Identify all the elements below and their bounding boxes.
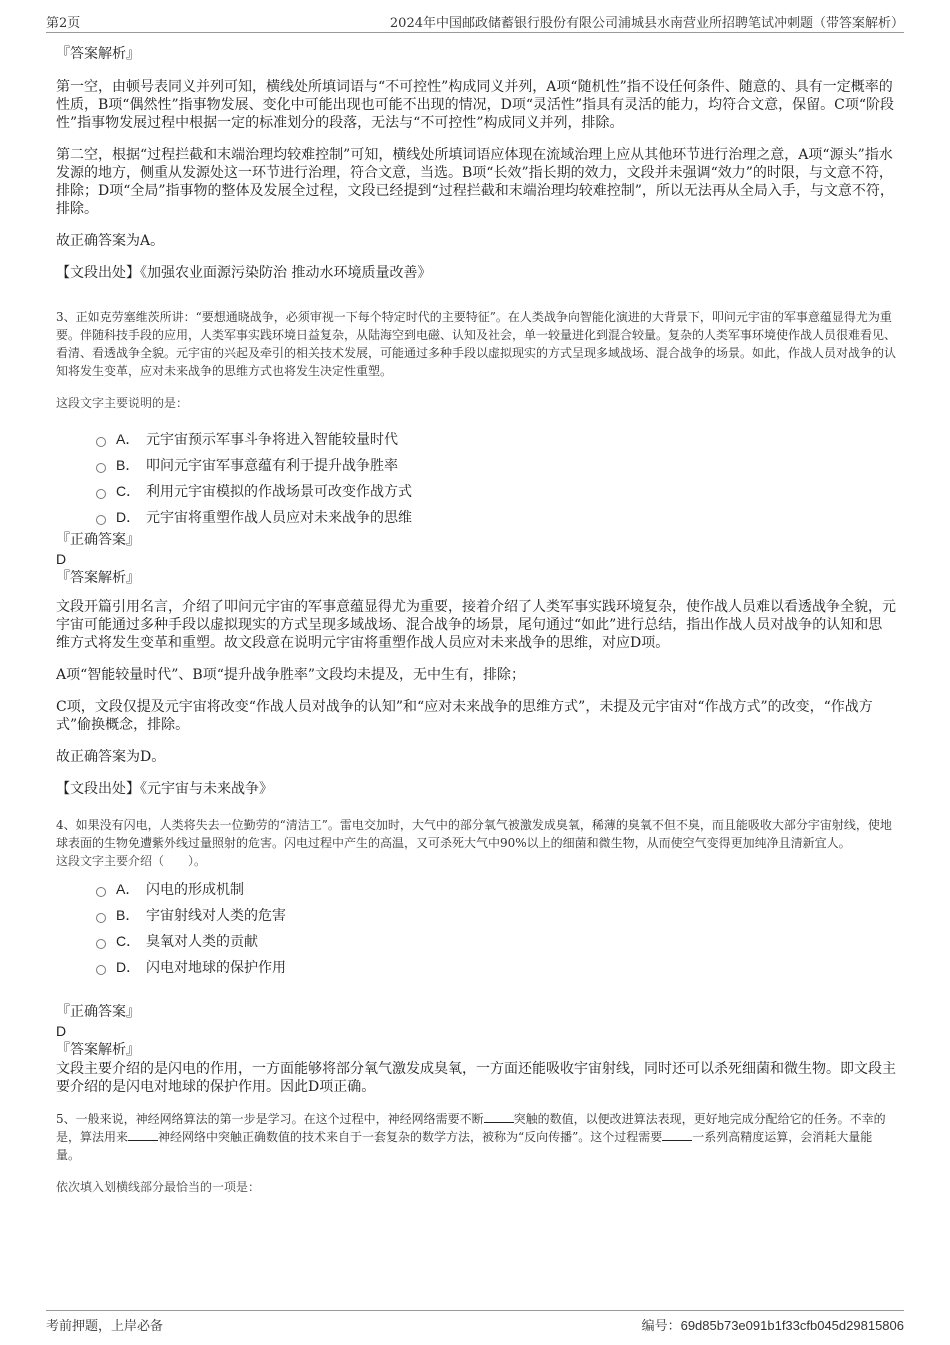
q2-source: 【文段出处】《加强农业面源污染防治 推动水环境质量改善》: [56, 265, 432, 281]
option-text: 闪电的形成机制: [146, 882, 244, 898]
q4-analysis-tag: 『答案解析』: [56, 1042, 140, 1058]
radio-icon[interactable]: [96, 489, 106, 499]
fill-blank-1: [484, 1110, 514, 1123]
radio-icon[interactable]: [96, 463, 106, 473]
q3-answer-tag: 『正确答案』: [56, 532, 140, 548]
q3-answer: D: [56, 551, 67, 567]
q3-option-a[interactable]: A． 元宇宙预示军事斗争将进入智能较量时代: [96, 426, 896, 452]
option-text: 闪电对地球的保护作用: [146, 960, 286, 976]
q4-stem: 4、如果没有闪电，人类将失去一位勤劳的“清洁工”。雷电交加时，大气中的部分氧气被激发成臭氧，稀薄的臭氧不但不臭，而且能吸收大部分宇宙射线，使地球表面的生物免遭紫外线过量照射的危害。闪电过程中产生的高温，又可杀死大气中90%以上的细菌和微生物，从而使空气变得更加纯净且清新宜人。: [56, 818, 892, 850]
q4-options: [56, 876, 896, 980]
option-text: 臭氧对人类的贡献: [146, 934, 258, 950]
radio-icon[interactable]: [96, 965, 106, 975]
q3-analysis-p1: 文段开篇引用名言，介绍了叩问元宇宙的军事意蕴显得尤为重要，接着介绍了人类军事实践环境复杂，使作战人员难以看透战争全貌，元宇宙可能通过多种手段以虚拟现实的方式呈现多域战场、混合战争的场景，尾句通过“如此”进行总结，指出作战人员对战争的认知和思维方式将发生变革和重塑。故文段意在说明元宇宙将重塑作战人员应对未来战争的思维，对应D项。: [56, 599, 896, 651]
q3-option-c[interactable]: C． 利用元宇宙模拟的作战场景可改变作战方式: [96, 478, 896, 504]
q4-option-a[interactable]: A． 闪电的形成机制: [96, 876, 896, 902]
q4-question: 这段文字主要介绍（ ）。: [56, 854, 207, 868]
option-text: 利用元宇宙模拟的作战场景可改变作战方式: [146, 484, 412, 500]
q3-analysis-tag: 『答案解析』: [56, 570, 140, 586]
fill-blank-2: [128, 1128, 158, 1141]
option-text: 宇宙射线对人类的危害: [146, 908, 286, 924]
q2-analysis-conclusion: 故正确答案为A。: [56, 233, 165, 249]
q4-option-d[interactable]: D． 闪电对地球的保护作用: [96, 954, 896, 980]
radio-icon[interactable]: [96, 437, 106, 447]
radio-icon[interactable]: [96, 939, 106, 949]
q4-answer: D: [56, 1023, 67, 1039]
q3-stem: 3、正如克劳塞维茨所讲：“要想通晓战争，必须审视一下每个特定时代的主要特征”。在人类战争向智能化演进的大背景下，叩问元宇宙的军事意蕴显得尤为重要。伴随科技手段的应用，人类军事实践环境日益复杂，从陆海空到电磁、认知及社会，单一较量进化到混合较量。复杂的人类军事环境使作战人员很难看见、看清、看透战争全貌。元宇宙的兴起及牵引的相关技术发展，可能通过多种手段以虚拟现实的方式呈现多域战场、混合战争的场景。如此，作战人员对战争的认知将发生变革，应对未来战争的思维方式也将发生决定性重塑。: [56, 310, 897, 378]
q3-question: 这段文字主要说明的是：: [56, 396, 189, 410]
page-footer: [46, 1310, 904, 1339]
document-title: 2024年中国邮政储蓄银行股份有限公司浦城县水南营业所招聘笔试冲刺题（带答案解析）: [389, 16, 904, 31]
q4-option-b[interactable]: B． 宇宙射线对人类的危害: [96, 902, 896, 928]
option-text: 叩问元宇宙军事意蕴有利于提升战争胜率: [146, 458, 398, 474]
q5-question: 依次填入划横线部分最恰当的一项是：: [56, 1180, 261, 1194]
q2-analysis-p2: 第二空，根据“过程拦截和末端治理均较难控制”可知，横线处所填词语应体现在流域治理上应从其他环节进行治理之意，A项“源头”指水发源的地方，侧重从发源处这一环节进行治理，符合文意，当选。B项“长效”指长期的效力，文段并未强调“效力”的时限，与文意不符，排除；D项“全局”指事物的整体及发展全过程，文段已经提到“过程拦截和末端治理均较难控制”，所以无法再从全局入手，与文意不符，排除。: [56, 147, 894, 217]
q4-analysis-p1: 文段主要介绍的是闪电的作用，一方面能够将部分氧气激发成臭氧，一方面还能吸收宇宙射线，同时还可以杀死细菌和微生物。即文段主要介绍的是闪电对地球的保护作用。因此D项正确。: [56, 1061, 896, 1095]
footer-code: 编号：69d85b73e091b1f33cfb045d29815806: [641, 1318, 904, 1334]
q5-stem: 5、一般来说，神经网络算法的第一步是学习。在这个过程中，神经网络需要不断 突触的数值，以便改进算法表现，更好地完成分配给它的任务。不幸的是，算法用来 神经网络中突触正确数值的技术来自于一套复杂的数学方法，被称为“反向传播”。这个过程需要 一系列高精度运算，会消耗大量能量。: [56, 1112, 886, 1162]
radio-icon[interactable]: [96, 887, 106, 897]
q3-analysis-conclusion: 故正确答案为D。: [56, 749, 166, 765]
q3-options: [56, 426, 896, 530]
q2-analysis-tag: 『答案解析』: [56, 46, 140, 62]
footer-slogan: 考前押题，上岸必备: [46, 1319, 164, 1334]
radio-icon[interactable]: [96, 515, 106, 525]
q3-option-d[interactable]: D． 元宇宙将重塑作战人员应对未来战争的思维: [96, 504, 896, 530]
q3-analysis-p3: C项，文段仅提及元宇宙将改变“作战人员对战争的认知”和“应对未来战争的思维方式”，未提及元宇宙对“作战方式”的改变，“作战方式”偷换概念，排除。: [56, 699, 873, 733]
option-text: 元宇宙预示军事斗争将进入智能较量时代: [146, 432, 398, 448]
radio-icon[interactable]: [96, 913, 106, 923]
q4-answer-tag: 『正确答案』: [56, 1004, 140, 1020]
fill-blank-3: [662, 1128, 692, 1141]
q2-analysis-p1: 第一空，由顿号表同义并列可知，横线处所填词语与“不可控性”构成同义并列，A项“随机性”指不设任何条件、随意的、具有一定概率的性质，B项“偶然性”指事物发展、变化中可能出现也可能不出现的情况，D项“灵活性”指具有灵活的能力，均符合文意，保留。C项“阶段性”指事物发展过程中根据一定的标准划分的段落，无法与“不可控性”构成同义并列，排除。: [56, 79, 895, 131]
page-number: 第2页: [46, 16, 81, 31]
document-body: [56, 44, 896, 1196]
q4-option-c[interactable]: C． 臭氧对人类的贡献: [96, 928, 896, 954]
q3-source: 【文段出处】《元宇宙与未来战争》: [56, 781, 273, 797]
option-text: 元宇宙将重塑作战人员应对未来战争的思维: [146, 510, 412, 526]
page-header: [46, 12, 904, 33]
q3-analysis-p2: A项“智能较量时代”、B项“提升战争胜率”文段均未提及，无中生有，排除；: [56, 667, 526, 683]
q3-option-b[interactable]: B． 叩问元宇宙军事意蕴有利于提升战争胜率: [96, 452, 896, 478]
